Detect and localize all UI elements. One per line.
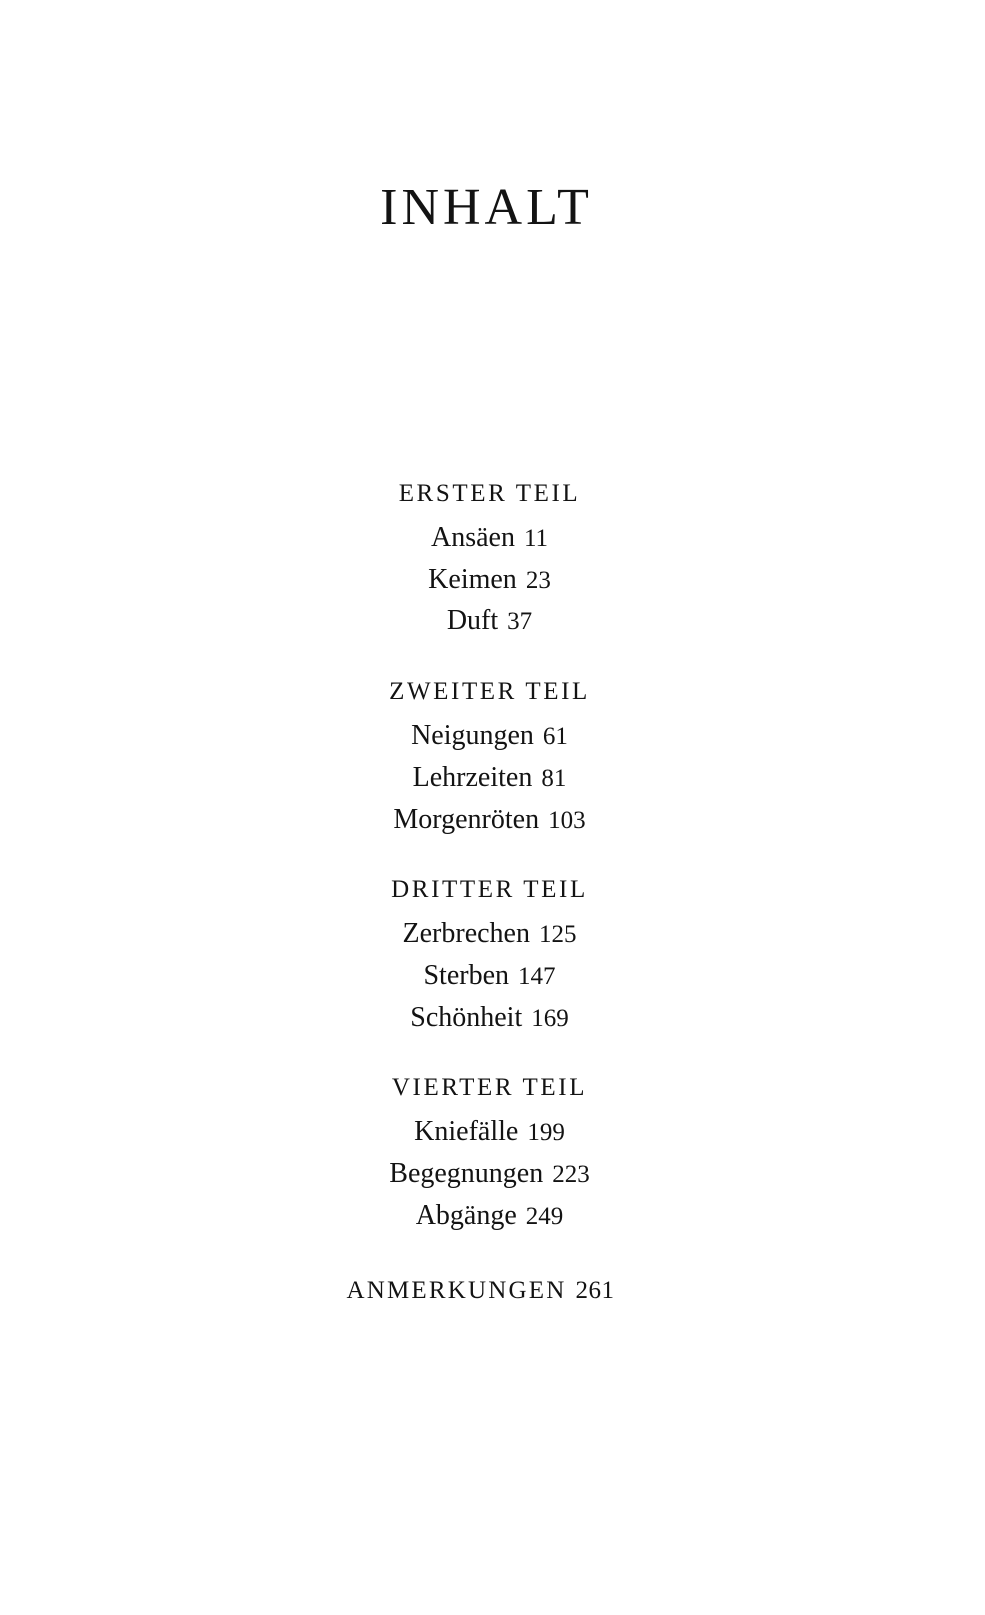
toc-notes-entry[interactable] [0,1277,985,1305]
toc-part-heading: ZWEITER TEIL [389,678,590,706]
toc-entry[interactable] [0,1195,985,1237]
toc-notes-page: 261 [575,1276,615,1304]
toc-entry[interactable] [0,517,985,559]
toc-entry[interactable] [0,715,985,757]
toc-entry-title: Schönheit [410,1001,523,1033]
toc-entry-page: 199 [527,1119,565,1147]
page-title-text: INHALT [380,179,593,236]
toc-entry-title: Kniefälle [414,1116,519,1148]
toc-part-heading: ERSTER TEIL [398,480,581,507]
toc-entry[interactable] [0,913,985,955]
toc-part-heading: DRITTER TEIL [391,876,588,904]
page-title [0,178,985,237]
toc-entry[interactable] [0,955,985,997]
toc-entry[interactable] [0,799,985,841]
toc-entry[interactable] [0,559,985,601]
toc-entry-page: 11 [523,525,549,552]
toc-entry-page: 37 [507,608,533,636]
toc-entry-page: 223 [552,1161,590,1189]
toc-entry-page: 169 [531,1004,569,1032]
toc-part [0,480,985,642]
toc-entry-page: 249 [525,1202,564,1230]
toc-entry-title: Ansäen [430,522,515,553]
toc-entry[interactable] [0,1111,985,1153]
toc-entry-title: Sterben [423,960,510,992]
toc-part-heading: VIERTER TEIL [391,1074,588,1102]
toc-entry[interactable] [0,1153,985,1195]
toc-entry-title: Zerbrechen [402,918,530,950]
toc-list [0,480,985,1305]
toc-entry-page: 61 [542,723,568,751]
toc-entry-page: 81 [541,764,567,792]
toc-entry-title: Lehrzeiten [412,761,533,793]
toc-entry[interactable] [0,600,985,642]
toc-entry-page: 147 [518,963,556,991]
toc-entry-page: 103 [548,806,586,834]
toc-entry-page: 23 [525,566,551,594]
toc-entry-title: Morgenröten [393,803,540,835]
toc-part [0,678,985,840]
toc-part [0,876,985,1038]
toc-entry-title: Duft [446,605,499,637]
toc-entry-title: Begegnungen [389,1158,544,1190]
toc-entry-title: Keimen [428,563,517,595]
toc-entry-title: Neigungen [411,720,534,752]
toc-part [0,1074,985,1236]
toc-notes-label: ANMERKUNGEN [346,1276,567,1304]
toc-entry[interactable] [0,997,985,1039]
toc-entry-page: 125 [538,921,577,949]
toc-entry-title: Abgänge [415,1199,517,1231]
toc-entry[interactable] [0,757,985,799]
